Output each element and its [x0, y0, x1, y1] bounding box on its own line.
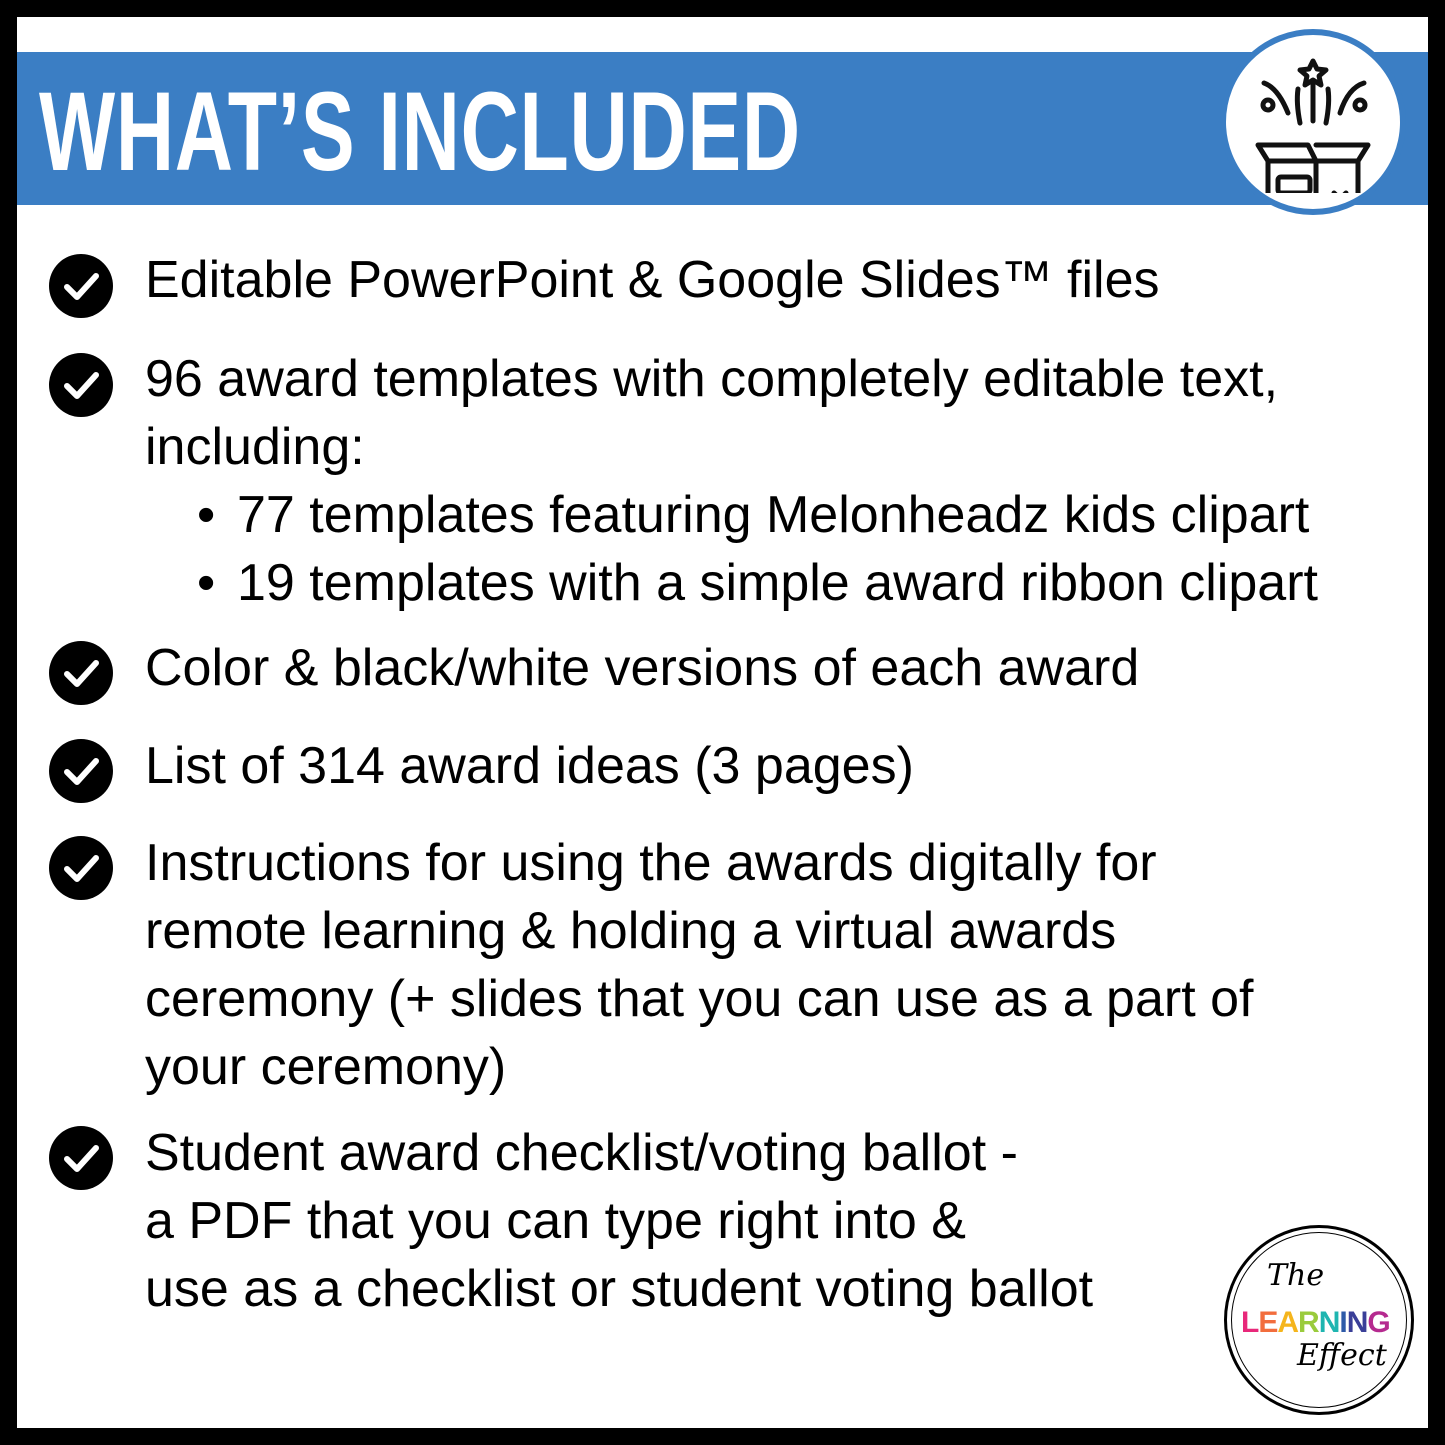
- page: [17, 17, 1428, 1428]
- item-text: List of 314 award ideas (3 pages): [145, 737, 914, 795]
- item-text: use as a checklist or student voting ballot: [145, 1260, 1094, 1318]
- check-circle-icon: [49, 254, 113, 318]
- item-text: your ceremony): [145, 1038, 507, 1096]
- header-banner: [17, 52, 1428, 205]
- check-circle-icon: [49, 641, 113, 705]
- item-text: ceremony (+ slides that you can use as a part of: [145, 970, 1254, 1028]
- check-circle-icon: [49, 1126, 113, 1190]
- gift-box-icon: [1220, 29, 1406, 215]
- learning-effect-logo: [1224, 1225, 1414, 1415]
- sub-item: • 77 templates featuring Melonheadz kids clipart: [197, 486, 1310, 544]
- item-text: Student award checklist/voting ballot -: [145, 1124, 1018, 1182]
- logo-main: LEARNING: [1241, 1306, 1390, 1339]
- sub-item-text: 77 templates featuring Melonheadz kids clipart: [237, 486, 1310, 544]
- check-circle-icon: [49, 739, 113, 803]
- item-text: 96 award templates with completely editable text,: [145, 350, 1279, 408]
- item-text: Instructions for using the awards digitally for: [145, 834, 1157, 892]
- item-text: remote learning & holding a virtual awards: [145, 902, 1117, 960]
- item-text: Editable PowerPoint & Google Slides™ files: [145, 251, 1160, 309]
- sub-item-text: 19 templates with a simple award ribbon clipart: [237, 554, 1318, 612]
- item-text: Color & black/white versions of each award: [145, 639, 1140, 697]
- sub-item: • 19 templates with a simple award ribbon clipart: [197, 554, 1318, 612]
- item-text: including:: [145, 418, 365, 476]
- check-circle-icon: [49, 836, 113, 900]
- page-title: WHAT’S INCLUDED: [39, 69, 801, 194]
- item-text: a PDF that you can type right into &: [145, 1192, 966, 1250]
- logo-effect: Effect: [1297, 1338, 1387, 1373]
- check-circle-icon: [49, 353, 113, 417]
- logo-the: The: [1267, 1258, 1325, 1293]
